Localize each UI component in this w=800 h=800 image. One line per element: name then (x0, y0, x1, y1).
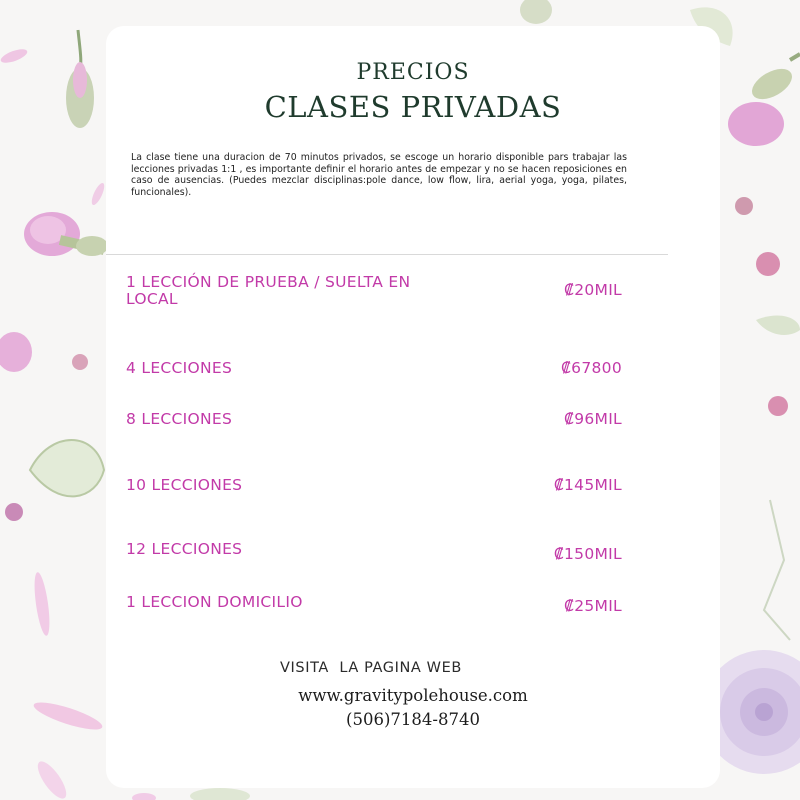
leaf-icon (764, 500, 790, 640)
berry-bud-icon (768, 396, 788, 416)
price-row-label: 8 LECCIONES (126, 410, 233, 428)
price-row-value: ₡25MIL (564, 597, 622, 615)
visit-website-label: VISITA LA PAGINA WEB (280, 660, 462, 676)
price-row-label: 1 LECCIÓN DE PRUEBA / SUELTA EN LOCAL (126, 273, 411, 308)
berry-bud-icon (756, 252, 780, 276)
berry-bud-icon (72, 354, 88, 370)
title-small: PRECIOS (356, 60, 470, 85)
price-row-label: 4 LECCIONES (126, 359, 233, 377)
price-row-value: ₡67800 (561, 359, 622, 377)
class-description: La clase tiene una duracion de 70 minutos privados, se escoge un horario disponible pars trabajar las lecciones privadas 1:1 , es importante definir el horario antes de empezar y no se hacen reposiciones en caso de ausencias. (Puedes mezclar disciplinas:pole dance, low flow, lira, aerial yoga, yoga, pilates, funcionales). (131, 152, 627, 198)
website-link[interactable]: www.gravitypolehouse.com (298, 686, 528, 705)
carnation-flower-icon (66, 30, 94, 128)
price-row-label: 1 LECCION DOMICILIO (126, 593, 303, 611)
leaf-icon (756, 315, 800, 334)
title-large: CLASES PRIVADAS (264, 90, 562, 124)
petal-icon (33, 757, 71, 800)
carnation-flower-icon (728, 54, 800, 146)
petal-icon (32, 571, 53, 636)
petal-icon (0, 47, 29, 66)
phone-number: (506)7184-8740 (346, 710, 480, 729)
petal-icon (89, 181, 106, 206)
price-row-label: 10 LECCIONES (126, 476, 243, 494)
petal-icon (132, 793, 156, 800)
berry-bud-icon (735, 197, 753, 215)
price-card (106, 26, 720, 788)
price-row-value: ₡150MIL (553, 545, 622, 563)
price-row-value: ₡96MIL (564, 410, 622, 428)
divider (106, 254, 668, 255)
price-row-value: ₡20MIL (564, 281, 622, 299)
carnation-flower-icon (0, 332, 32, 372)
petal-icon (31, 697, 104, 734)
carnation-flower-icon (24, 212, 108, 256)
petal-icon (190, 788, 250, 800)
petal-icon (520, 0, 552, 24)
berry-bud-icon (5, 503, 23, 521)
price-row-label: 12 LECCIONES (126, 540, 243, 558)
leaf-icon (30, 440, 104, 496)
price-row-value: ₡145MIL (553, 476, 622, 494)
